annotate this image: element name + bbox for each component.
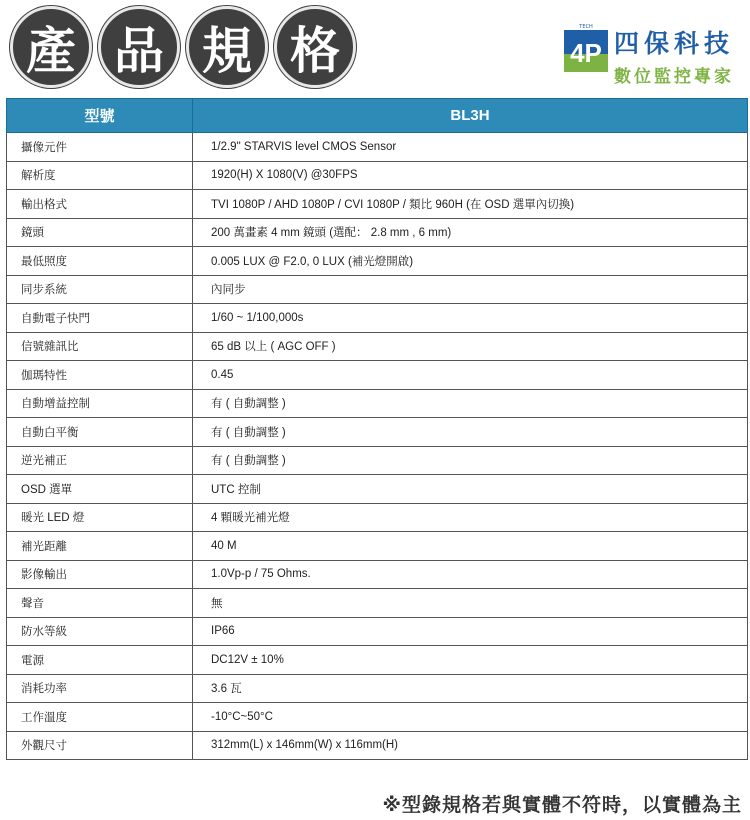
spec-label: 消耗功率 [7,674,193,703]
spec-label: 攝像元件 [7,133,193,162]
spec-table [6,98,748,760]
spec-label: 最低照度 [7,247,193,276]
spec-label: 自動電子快門 [7,304,193,333]
brand-logo-graphic [564,24,608,72]
spec-value: 有 ( 自動調整 ) [193,446,748,475]
spec-label: 防水等級 [7,617,193,646]
table-row [7,589,748,618]
footnote: ※型錄規格若與實體不符時，以實體為主 [382,794,742,816]
spec-value: 65 dB 以上 ( AGC OFF ) [193,332,748,361]
spec-value: 有 ( 自動調整 ) [193,389,748,418]
spec-label: 輸出格式 [7,190,193,219]
spec-value: 0.45 [193,361,748,390]
title-char-2: 品 [98,6,180,88]
spec-value: 0.005 LUX @ F2.0, 0 LUX (補光燈開啟) [193,247,748,276]
spec-label: 暖光 LED 燈 [7,503,193,532]
spec-value: 3.6 瓦 [193,674,748,703]
brand-logo-text: 4P [570,38,602,68]
header-label: 型號 [7,99,193,133]
table-row [7,190,748,219]
table-row [7,731,748,760]
title-char-4: 格 [274,6,356,88]
spec-label: 自動白平衡 [7,418,193,447]
table-row [7,532,748,561]
spec-label: 工作溫度 [7,703,193,732]
spec-label: 鏡頭 [7,218,193,247]
brand-logo-icon [564,24,608,72]
spec-label: 解析度 [7,161,193,190]
table-row [7,617,748,646]
spec-label: 外觀尺寸 [7,731,193,760]
brand-logo-block [564,24,734,87]
table-row [7,389,748,418]
table-row [7,161,748,190]
brand-name: 四保科技 [613,29,734,58]
spec-value: -10°C~50°C [193,703,748,732]
spec-value: 1/2.9" STARVIS level CMOS Sensor [193,133,748,162]
spec-label: 逆光補正 [7,446,193,475]
spec-value: 1.0Vp-p / 75 Ohms. [193,560,748,589]
table-row [7,646,748,675]
spec-label: 自動增益控制 [7,389,193,418]
spec-table-header [7,99,748,133]
table-row [7,304,748,333]
spec-label: 聲音 [7,589,193,618]
brand-logo-small-text: TECH [579,24,593,30]
table-row [7,361,748,390]
title-char-3: 規 [186,6,268,88]
table-row [7,218,748,247]
spec-value: 內同步 [193,275,748,304]
spec-value: 4 顆暖光補光燈 [193,503,748,532]
spec-value: DC12V ± 10% [193,646,748,675]
table-row [7,247,748,276]
table-row [7,332,748,361]
spec-label: 電源 [7,646,193,675]
table-row [7,446,748,475]
spec-value: 無 [193,589,748,618]
spec-label: 伽瑪特性 [7,361,193,390]
spec-value: TVI 1080P / AHD 1080P / CVI 1080P / 類比 960H (在 OSD 選單內切換) [193,190,748,219]
table-row [7,703,748,732]
table-row [7,133,748,162]
spec-label: 同步系統 [7,275,193,304]
table-row [7,560,748,589]
spec-value: 有 ( 自動調整 ) [193,418,748,447]
spec-label: 影像輸出 [7,560,193,589]
spec-value: 312mm(L) x 146mm(W) x 116mm(H) [193,731,748,760]
spec-value: 1/60 ~ 1/100,000s [193,304,748,333]
spec-label: 信號雜訊比 [7,332,193,361]
page-title [10,6,356,88]
spec-value: IP66 [193,617,748,646]
table-row [7,503,748,532]
table-row [7,275,748,304]
spec-value: 200 萬畫素 4 mm 鏡頭 (選配： 2.8 mm , 6 mm) [193,218,748,247]
spec-label: 補光距離 [7,532,193,561]
header-model: BL3H [193,99,748,133]
spec-value: UTC 控制 [193,475,748,504]
title-char-1: 產 [10,6,92,88]
table-row [7,475,748,504]
table-row [7,418,748,447]
brand-tagline: 數位監控專家 [613,67,734,87]
spec-label: OSD 選單 [7,475,193,504]
table-row [7,674,748,703]
spec-value: 1920(H) X 1080(V) @30FPS [193,161,748,190]
spec-value: 40 M [193,532,748,561]
